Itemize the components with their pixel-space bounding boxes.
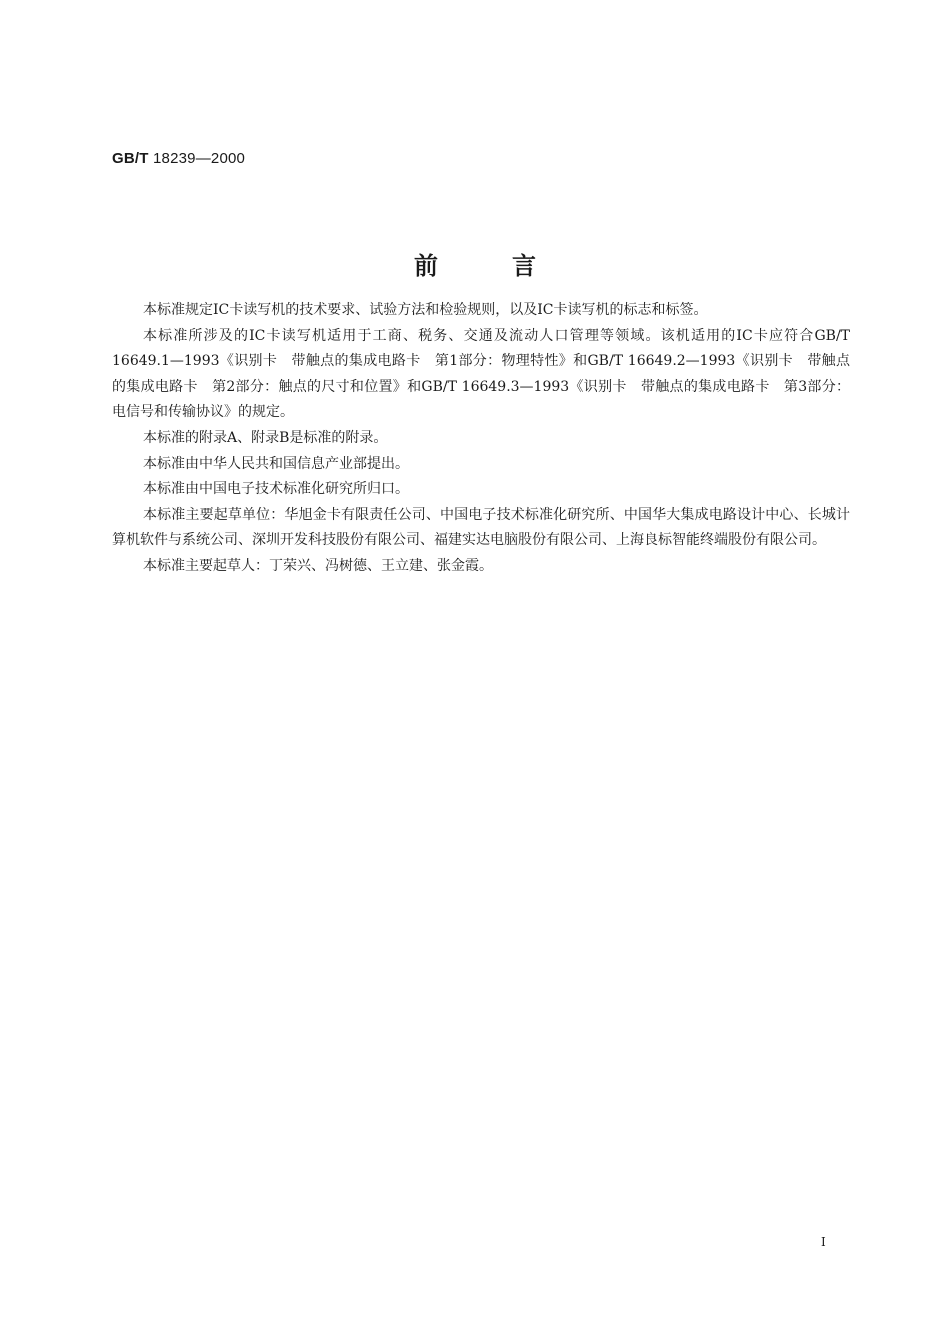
paragraph-drafting-units: 本标准主要起草单位：华旭金卡有限责任公司、中国电子技术标准化研究所、中国华大集成电路设计中心、长城计算机软件与系统公司、深圳开发科技股份有限公司、福建实达电脑股份有限公司、上海良标智能终端股份有限公司。 — [112, 506, 850, 549]
paragraph-administrator: 本标准由中国电子技术标准化研究所归口。 — [143, 481, 409, 498]
paragraph-drafters: 本标准主要起草人：丁荣兴、冯树德、王立建、张金霞。 — [143, 557, 493, 574]
paragraph-appendix: 本标准的附录A、附录B是标准的附录。 — [143, 429, 388, 446]
standard-code — [112, 150, 245, 167]
page-number: I — [821, 1235, 826, 1249]
foreword-body — [112, 298, 850, 580]
paragraph-proposer: 本标准由中华人民共和国信息产业部提出。 — [143, 455, 409, 472]
page-title: 前言 — [414, 252, 610, 280]
paragraph-scope: 本标准规定IC卡读写机的技术要求、试验方法和检验规则，以及IC卡读写机的标志和标签。 — [143, 302, 708, 318]
standard-code-number: 18239—2000 — [153, 150, 246, 167]
paragraph-application: 本标准所涉及的IC卡读写机适用于工商、税务、交通及流动人口管理等领域。该机适用的IC卡应符合GB/T 16649.1—1993《识别卡 带触点的集成电路卡 第1部分：物理特性》和GB/T 16649.2—1993《识别卡 带触点的集成电路卡 第2部分：触点的尺寸和位置》和GB/T 16649.3—1993《识别卡 带触点的集成电路卡 第3部分：电信号和传输协议》的规定。 — [112, 327, 850, 421]
standard-code-prefix: GB/T — [112, 150, 149, 167]
